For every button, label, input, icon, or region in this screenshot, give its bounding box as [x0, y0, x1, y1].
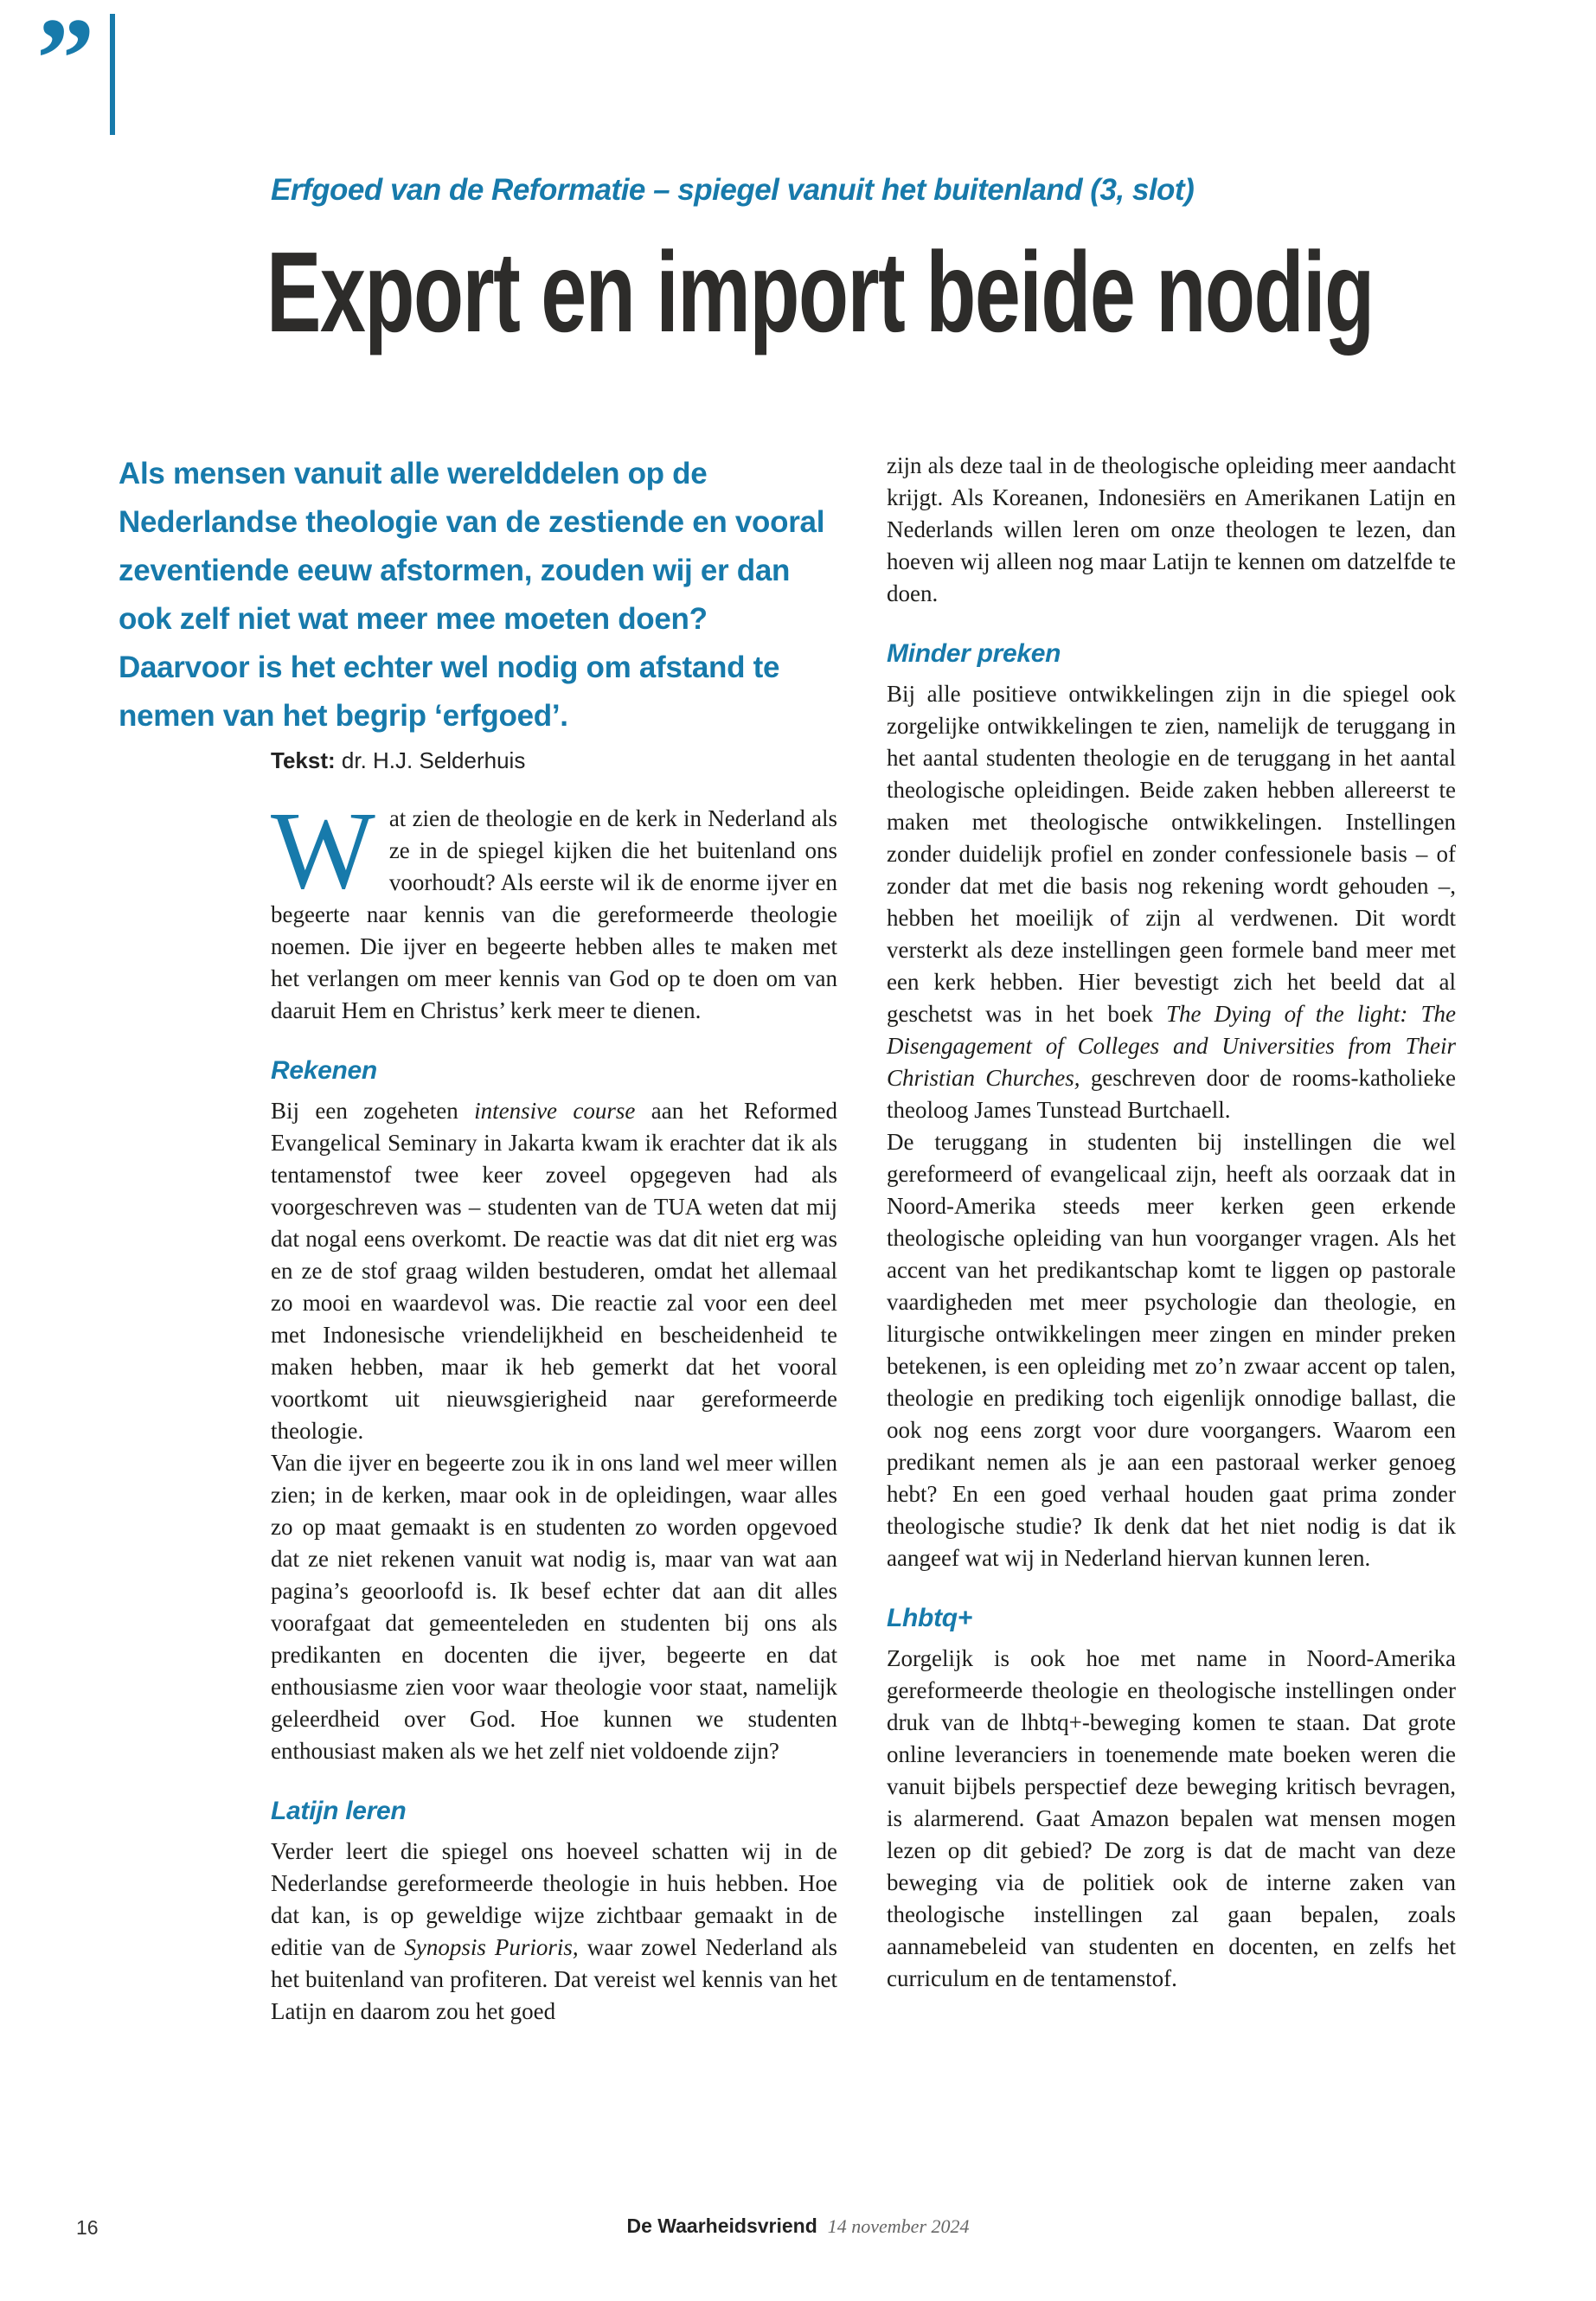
page-footer [0, 2214, 1596, 2249]
body-paragraph: Bij alle positieve ontwikkelingen zijn in die spiegel ook zorgelijke ontwikkelingen te zien, namelijk de teruggang in het aantal studenten theologie en de teruggang in het aantal theologische opleidingen. Beide zaken hebben allereerst te maken met theologische ontwikkelingen. Instellingen zonder duidelijk profiel en zonder confessionele basis – of zonder dat met die basis nog rekening wordt gehouden –, hebben het moeilijk of zijn al verdwenen. Dit wordt versterkt als deze instellingen geen formele band meer met een kerk hebben. Hier bevestigt zich het beeld dat al geschetst was in het boek The Dying of the light: The Disengagement of Colleges and Universities from Their Christian Churches, geschreven door de rooms-katholieke theoloog James Tunstead Burtchaell. [887, 681, 1456, 1123]
left-column [271, 789, 837, 2028]
continuation-paragraph: zijn als deze taal in de theologische opleiding meer aandacht krijgt. Als Koreanen, Indonesiërs en Amerikanen Latijn en Nederlands willen leren om onze theologen te lezen, dan hoeven wij alleen nog maar Latijn te kennen om datzelfde te doen. [887, 452, 1456, 606]
section-heading-minder-preken: Minder preken [887, 639, 1061, 668]
dropcap: W [271, 789, 375, 912]
accent-rule [110, 14, 115, 135]
body-paragraph: De teruggang in studenten bij instellingen die wel gereformeerd of evangelicaal zijn, heeft als oorzaak dat in Noord-Amerika steeds meer kerken geen erkende theologische opleiding van hun voorganger vragen. Als het accent van het predikantschap komt te liggen op pastorale vaardigheden met meer psychologie dan theologie, en liturgische ontwikkelingen meer zingen en minder preken betekenen, is een opleiding met zo’n zwaar accent op talen, theologie en prediking toch eigenlijk onnodige ballast, die ook nog eens zorgt voor dure voorgangers. Waarom een predikant nemen als je aan een pastoraal werker genoeg hebt? En een goed verhaal houden gaat prima zonder theologische studie? Ik denk dat het niet nodig is dat ik aangeef wat wij in Nederland hiervan kunnen leren. [887, 1129, 1456, 1571]
byline-author: dr. H.J. Selderhuis [341, 747, 526, 773]
quotation-mark-icon: ” [36, 0, 95, 124]
issue-date: 14 november 2024 [827, 2215, 970, 2237]
opening-paragraph-text: at zien de theologie en de kerk in Nederland als ze in de spiegel kijken die het buitenland ons voorhoudt? Als eerste wil ik de enorme ijver en begeerte naar kennis van die gereformeerde theologie noemen. Die ijver en begeerte hebben alles te maken met het verlangen om meer kennis van God op te doen om van daaruit Hem en Christus’ kerk meer te dienen. [271, 805, 837, 1023]
intro-paragraph: Als mensen vanuit alle werelddelen op de Nederlandse theologie van de zestiende en vooral zeventiende eeuw afstormen, zouden wij er dan ook zelf niet wat meer mee moeten doen? Daarvoor is het echter wel nodig om afstand te nemen van het begrip ‘erfgoed’. [119, 457, 825, 733]
right-column [887, 450, 1456, 1995]
footer-center [0, 2214, 1596, 2238]
body-paragraph: Zorgelijk is ook hoe met name in Noord-Amerika gereformeerde theologie en theologische instellingen onder druk van de lhbtq+-beweging komen te staan. Dat grote online leveranciers in toenemende mate boeken weren die vanuit bijbels perspectief deze beweging kritisch bevragen, is alarmerend. Gaat Amazon bepalen wat mensen mogen lezen op dit gebied? De zorg is dat de macht van deze beweging via de politiek ook de interne zaken van theologische instellingen zal gaan bepalen, zoals aannamebeleid van studenten en docenten, en zelfs het curriculum en de tentamenstof. [887, 1645, 1456, 1991]
article-title: Export en import beide nodig [266, 228, 1374, 356]
byline [271, 747, 525, 774]
body-paragraph: Verder leert die spiegel ons hoeveel schatten wij in de Nederlandse gereformeerde theologie in huis hebben. Hoe dat kan, is op geweldige wijze zichtbaar gemaakt in de editie van de Synopsis Purioris, waar zowel Nederland als het buitenland van profiteren. Dat vereist wel kennis van het Latijn en daarom zou het goed [271, 1838, 837, 2024]
publication-name: De Waarheidsvriend [626, 2214, 817, 2237]
section-heading-rekenen: Rekenen [271, 1056, 377, 1085]
body-paragraph: Van die ijver en begeerte zou ik in ons land wel meer willen zien; in de kerken, maar ook in de opleidingen, waar alles zo op maat gemaakt is en studenten zo worden opgevoed dat ze niet rekenen vanuit wat nodig is, maar van wat aan pagina’s geoorloofd is. Ik besef echter dat aan dit alles voorafgaat dat gemeenteleden en studenten bij ons als predikanten en docenten die ijver, begeerte en dat enthousiasme zien voor waar theologie voor staat, namelijk geleerdheid over God. Hoe kunnen we studenten enthousiast maken als we het zelf niet voldoende zijn? [271, 1450, 837, 1764]
section-heading-lhbtq: Lhbtq+ [887, 1604, 973, 1632]
body-paragraph: Bij een zogeheten intensive course aan het Reformed Evangelical Seminary in Jakarta kwam ik erachter dat ik als tentamenstof twee keer zoveel opgegeven had als voorgeschreven was – studenten van de TUA weten dat mij dat nogal eens overkomt. De reactie was dat dit niet erg was en ze de stof graag wilden bestuderen, omdat het allemaal zo mooi en waardevol was. Die reactie zal voor een deel met Indonesische vriendelijkheid en bescheidenheid te maken hebben, maar ik heb gemerkt dat het vooral voortkomt uit nieuwsgierigheid naar gereformeerde theologie. [271, 1098, 837, 1444]
page-number: 16 [76, 2216, 99, 2239]
section-heading-latijn-leren: Latijn leren [271, 1797, 407, 1825]
opening-paragraph [271, 789, 837, 1027]
article-kicker: Erfgoed van de Reformatie – spiegel vanuit het buitenland (3, slot) [271, 173, 1195, 207]
byline-label: Tekst: [271, 747, 336, 773]
